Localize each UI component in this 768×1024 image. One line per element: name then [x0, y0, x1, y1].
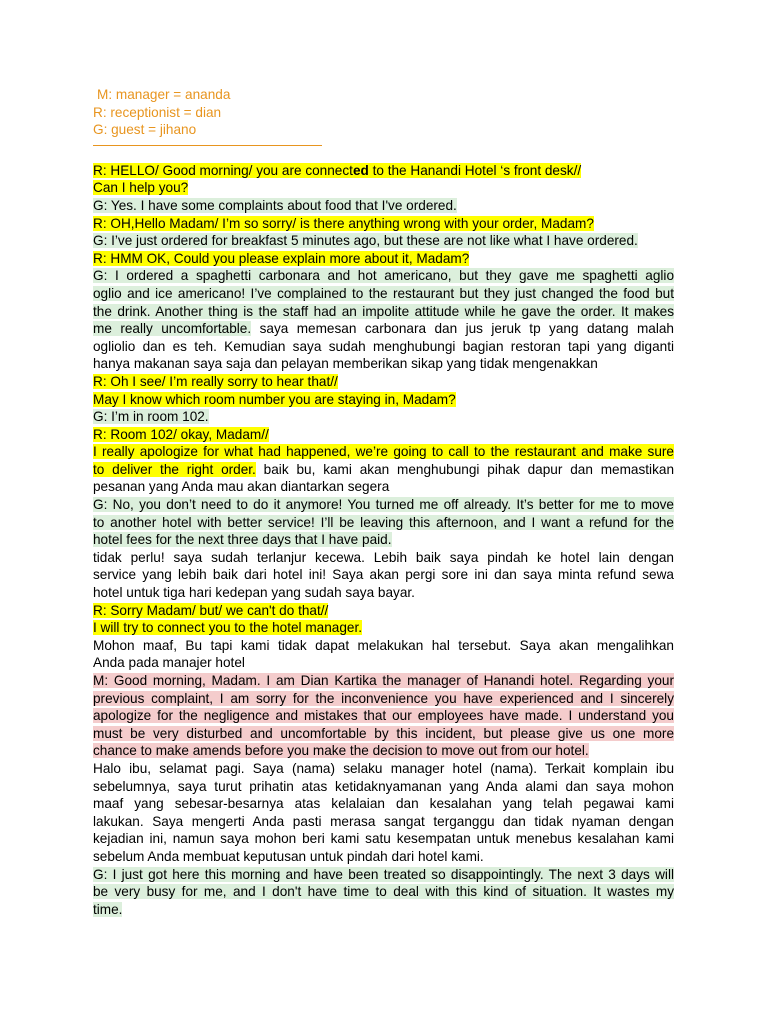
line-text: G: I’m in room 102. — [93, 409, 209, 425]
line-text: be very busy for me, and I don't have time to deal with this kind of situation. It wastes my — [93, 884, 674, 900]
line-text: M: Good morning, Madam. I am Dian Kartika the manager of Hanandi hotel. Regarding your — [93, 673, 674, 688]
dialogue-line — [93, 179, 674, 197]
line-text: baik bu, kami akan menghubungi pihak dapur dan memastikan — [255, 461, 674, 477]
dialogue-line — [93, 742, 674, 760]
dialogue-line — [93, 549, 674, 567]
dialogue-line — [93, 320, 674, 338]
line-text: R: Oh I see/ I’m really sorry to hear that// — [93, 373, 338, 389]
line-text: May I know which room number you are staying in, Madam? — [93, 391, 456, 407]
line-text: previous complaint, I am sorry for the inconvenience you have experienced and I sincerely — [93, 690, 674, 706]
dialogue-line — [93, 619, 674, 637]
dialogue-line — [93, 250, 674, 268]
dialogue-line — [93, 690, 674, 708]
line-text: kejadian ini, namun saya mohon beri kami satu kesempatan untuk menebus kesalahan kami — [93, 831, 674, 847]
legend-receptionist: R: receptionist = dian — [93, 104, 222, 120]
dialogue-line — [93, 531, 674, 549]
line-text: sebelumnya, saya turut prihatin atas ketidaknyamanan yang Anda alami dan saya mohon — [93, 778, 674, 794]
dialogue-line — [93, 285, 674, 303]
dialogue-line — [93, 338, 674, 356]
line-text: Anda pada manajer hotel — [93, 655, 245, 671]
dialogue-line — [93, 443, 674, 461]
line-text: R: Room 102/ okay, Madam// — [93, 426, 269, 442]
dialogue-line — [93, 883, 674, 901]
dialogue-line — [93, 760, 674, 778]
dialogue-line — [93, 778, 674, 796]
document-page — [93, 86, 674, 918]
dialogue-line — [93, 866, 674, 884]
dialogue-line — [93, 514, 674, 532]
line-text: maaf yang sebesar-besarnya atas kelalaian dan kesalahan yang telah pegawai kami — [93, 796, 674, 812]
dialogue-line — [93, 478, 674, 496]
line-text: Halo ibu, selamat pagi. Saya (nama) selaku manager hotel (nama). Terkait komplain ibu — [93, 760, 674, 776]
dialogue-line — [93, 795, 674, 813]
line-text: Can I help you? — [93, 180, 189, 196]
line-text: apologize for the negligence and mistakes that our employees have made. I understand you — [93, 708, 674, 724]
dialogue-line — [93, 391, 674, 409]
legend-divider — [93, 145, 322, 146]
dialogue-line — [93, 813, 674, 831]
line-text: service yang lebih baik dari hotel ini! Saya akan pergi sore ini dan saya minta refund sewa — [93, 567, 674, 583]
line-text: to deliver the right order. — [93, 461, 256, 477]
dialogue-line — [93, 725, 674, 743]
speaker-legend — [93, 86, 674, 139]
dialogue-line — [93, 830, 674, 848]
line-text: tidak perlu! saya sudah terlanjur kecewa. Lebih baik saya pindah ke hotel lain dengan — [93, 549, 674, 565]
line-text: hanya makanan saya saja dan pelayan memberikan sikap yang tidak mengenakkan — [93, 356, 598, 372]
dialogue-line — [93, 162, 674, 180]
legend-manager: M: manager = ananda — [97, 87, 231, 102]
line-text: pesanan yang Anda mau akan diantarkan segera — [93, 479, 390, 495]
line-text: to the Hanandi Hotel ‘s front desk// — [368, 162, 582, 178]
dialogue-line — [93, 232, 674, 250]
line-text: me really uncomfortable. — [93, 321, 252, 337]
dialogue-line — [93, 566, 674, 584]
line-text: the drink. Another thing is the staff had an impolite attitude while he gave the order. It makes — [93, 303, 674, 319]
line-text: ed — [352, 162, 369, 178]
line-text: G: I just got here this morning and have been treated so disappointingly. The next 3 days will — [93, 866, 674, 882]
line-text: hotel fees for the next three days that I have paid. — [93, 532, 392, 548]
dialogue-line — [93, 584, 674, 602]
line-text: R: OH,Hello Madam/ I’m so sorry/ is there anything wrong with your order, Madam? — [93, 215, 594, 231]
dialogue-line — [93, 848, 674, 866]
dialogue-line — [93, 197, 674, 215]
dialogue-line — [93, 408, 674, 426]
dialogue-line — [93, 426, 674, 444]
dialogue-line — [93, 707, 674, 725]
line-text: R: HMM OK, Could you please explain more about it, Madam? — [93, 250, 470, 266]
dialogue-line — [93, 303, 674, 321]
dialogue-line — [93, 267, 674, 285]
dialogue-line — [93, 901, 674, 919]
dialogue-line — [93, 602, 674, 620]
dialogue-line — [93, 373, 674, 391]
dialogue-line — [93, 654, 674, 672]
line-text: G: I’ve just ordered for breakfast 5 minutes ago, but these are not like what I have ordered. — [93, 233, 638, 249]
line-text: G: No, you don’t need to do it anymore! You turned me off already. It’s better for me to move — [93, 497, 674, 513]
line-text: G: Yes. I have some complaints about food that I've ordered. — [93, 197, 457, 213]
dialogue-line — [93, 461, 674, 479]
line-text: time. — [93, 901, 123, 917]
legend-guest: G: guest = jihano — [93, 122, 197, 138]
dialogue-line — [93, 215, 674, 233]
line-text: saya memesan carbonara dan jus jeruk tp yang datang malah — [251, 321, 674, 337]
line-text: I will try to connect you to the hotel manager. — [93, 620, 363, 636]
line-text: I really apologize for what had happened, we’re going to call to the restaurant and make sure — [93, 444, 674, 460]
line-text: hotel untuk tiga hari kedepan yang sudah saya bayar. — [93, 585, 415, 601]
line-text: chance to make amends before you make the decision to move out from our hotel. — [93, 743, 589, 759]
line-text: G: I ordered a spaghetti carbonara and hot americano, but they gave me spaghetti aglio — [93, 268, 674, 284]
line-text: oglio and ice americano! I’ve complained to the restaurant but they just changed the food but — [93, 285, 674, 301]
line-text: to another hotel with better service! I’ll be leaving this afternoon, and I want a refund for the — [93, 514, 674, 530]
dialogue-line — [93, 496, 674, 514]
dialogue-line — [93, 637, 674, 655]
line-text: Mohon maaf, Bu tapi kami tidak dapat melakukan hal tersebut. Saya akan mengalihkan — [93, 637, 674, 653]
line-text: R: HELLO/ Good morning/ you are connect — [93, 162, 353, 178]
line-text: must be very disturbed and uncomfortable by this incident, but please give us one more — [93, 725, 674, 741]
line-text: lakukan. Saya mengerti Anda pasti merasa sangat terganggu dan tidak nyaman dengan — [93, 813, 674, 829]
line-text: R: Sorry Madam/ but/ we can't do that// — [93, 602, 329, 618]
dialogue-line — [93, 672, 674, 690]
line-text: ogliolio dan es teh. Kemudian saya sudah menghubungi bagian restoran tapi yang diganti — [93, 338, 674, 354]
dialogue-line — [93, 355, 674, 373]
dialogue-body — [93, 162, 674, 919]
line-text: sebelum Anda membuat keputusan untuk pindah dari hotel kami. — [93, 848, 484, 864]
